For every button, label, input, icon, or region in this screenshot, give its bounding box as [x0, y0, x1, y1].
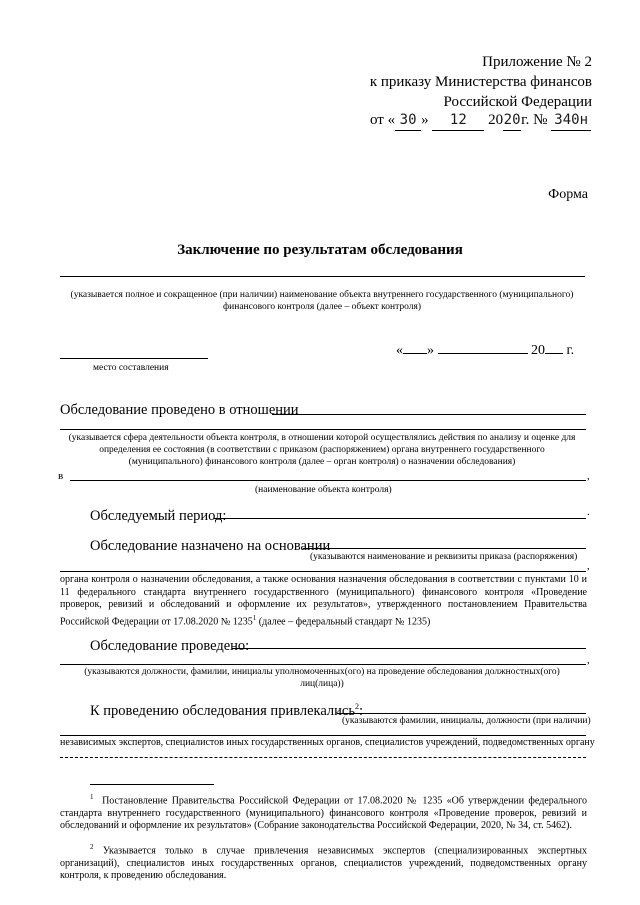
date-of-compilation — [396, 343, 574, 359]
basis-line[interactable] — [303, 548, 586, 549]
appendix-order-ref: к приказу Министерства финансов — [369, 74, 592, 90]
footnote-1-mark: 1 — [90, 793, 94, 801]
date-quote-open: « — [396, 343, 403, 358]
place-caption: место составления — [93, 363, 169, 373]
footnote-2 — [60, 841, 587, 883]
appendix-title: Приложение № 2 — [482, 54, 592, 70]
form-label: Форма — [548, 187, 588, 202]
conducted-line-2[interactable] — [60, 664, 586, 665]
date-day: 30 — [395, 110, 421, 131]
basis-footnote-ref[interactable]: 1 — [252, 613, 257, 622]
involved-footnote-ref[interactable]: 2 — [354, 702, 359, 711]
date-year-suffix: г. — [566, 343, 575, 358]
conducted-label: Обследование проведено: — [90, 638, 250, 654]
date-year: 20 — [503, 110, 521, 131]
footnote-1-text: Постановление Правительства Российской Федерации от 17.08.2020 № 1235 «Об утверждении федерального стандарта внутреннего государственного (муниципального) финансового контроля «Проведение проверок, ревизий и обследований и оформление их результатов» (Собрание законодательства Российской Федерации, 2020, № 34, ст. 5462). — [60, 795, 588, 832]
date-month: 12 — [432, 110, 484, 131]
experts-line[interactable] — [60, 757, 586, 758]
period-label: Обследуемый период: — [90, 508, 227, 524]
inspected-regarding-label: Обследование проведено в отношении — [60, 402, 299, 418]
conducted-line[interactable] — [232, 648, 586, 649]
basis-paragraph — [60, 574, 587, 628]
in-prefix: в — [58, 470, 64, 482]
involved-colon: : — [358, 702, 363, 719]
footnote-separator — [90, 784, 214, 785]
date-month-blank[interactable] — [438, 353, 528, 354]
date-year-prefix: 20 — [488, 112, 504, 128]
basis-line-2[interactable] — [60, 571, 586, 572]
experts-text: независимых экспертов, специалистов иных государственных органов, специалистов учреждений, подведомственных органу — [60, 737, 595, 748]
date-mid: » — [421, 112, 429, 128]
involved-line[interactable] — [337, 713, 586, 714]
document-title: Заключение по результатам обследования — [177, 242, 463, 258]
involved-caption: (указываются фамилии, инициалы, должности (при наличии) — [342, 716, 591, 726]
object-name-caption: (указывается полное и сокращенное (при наличии) наименование объекта внутреннего государственного (муниципального) финансового контроля (далее – объект контроля) — [70, 290, 574, 312]
object-name-caption-2: (наименование объекта контроля) — [255, 485, 392, 495]
date-prefix: от « — [370, 112, 396, 128]
basis-tail: (далее – федеральный стандарт № 1235) — [256, 615, 431, 627]
sphere-caption: (указывается сфера деятельности объекта контроля, в отношении которой осуществлялись действия по анализу и оценке для определения ее состояния (в соответствии с приказом (распоряжением) органа внутреннего государственного (муниципального) финансового контроля (далее – орган контроля) о назначении обследования) — [68, 433, 576, 467]
date-quote-close: » — [427, 343, 434, 358]
involved-line-2[interactable] — [60, 735, 586, 736]
place-line[interactable] — [60, 358, 208, 359]
appendix-date-line — [370, 110, 591, 131]
order-number: 340н — [551, 110, 591, 131]
date-year-prefix-blank: 20 — [531, 343, 545, 358]
involved-label — [90, 702, 363, 720]
footnote-1 — [60, 791, 587, 833]
basis-text: органа контроля о назначении обследования, а также основания назначения обследования в соответствии с пунктами 10 и 11 федерального стандарта внутреннего государственного (муниципального) финансового контроля «Проведение проверок, ревизий и обследований и оформление их результатов», утвержденного постановлением Правительства Российской Федерации от 17.08.2020 № 1235 — [60, 574, 587, 627]
appendix-ministry: Российской Федерации — [443, 94, 592, 110]
date-day-blank[interactable] — [403, 353, 427, 354]
date-year-blank[interactable] — [545, 353, 563, 354]
date-suffix: г. № — [521, 112, 548, 128]
involved-text: К проведению обследования привлекались — [90, 702, 355, 719]
order-details-caption: (указываются наименование и реквизиты приказа (распоряжения) — [310, 552, 578, 562]
object-name-line[interactable] — [60, 276, 585, 277]
footnote-2-text: Указывается только в случае привлечения независимых экспертов (специализированных экспертных организаций), специалистов иных государственных органов, специалистов учреждений, подведомственных органу контроля, к проведению обследования. — [60, 845, 588, 882]
basis-label: Обследование назначено на основании — [90, 538, 331, 554]
officials-caption: (указываются должности, фамилии, инициалы уполномоченных(ого) на проведение обследования должностных(ого) лиц(лица)) — [84, 667, 560, 689]
object-name-line-2[interactable] — [70, 480, 586, 481]
period-line[interactable] — [214, 518, 586, 519]
inspected-regarding-line-2[interactable] — [60, 429, 586, 430]
footnote-2-mark: 2 — [90, 843, 94, 851]
inspected-regarding-line[interactable] — [272, 414, 586, 415]
